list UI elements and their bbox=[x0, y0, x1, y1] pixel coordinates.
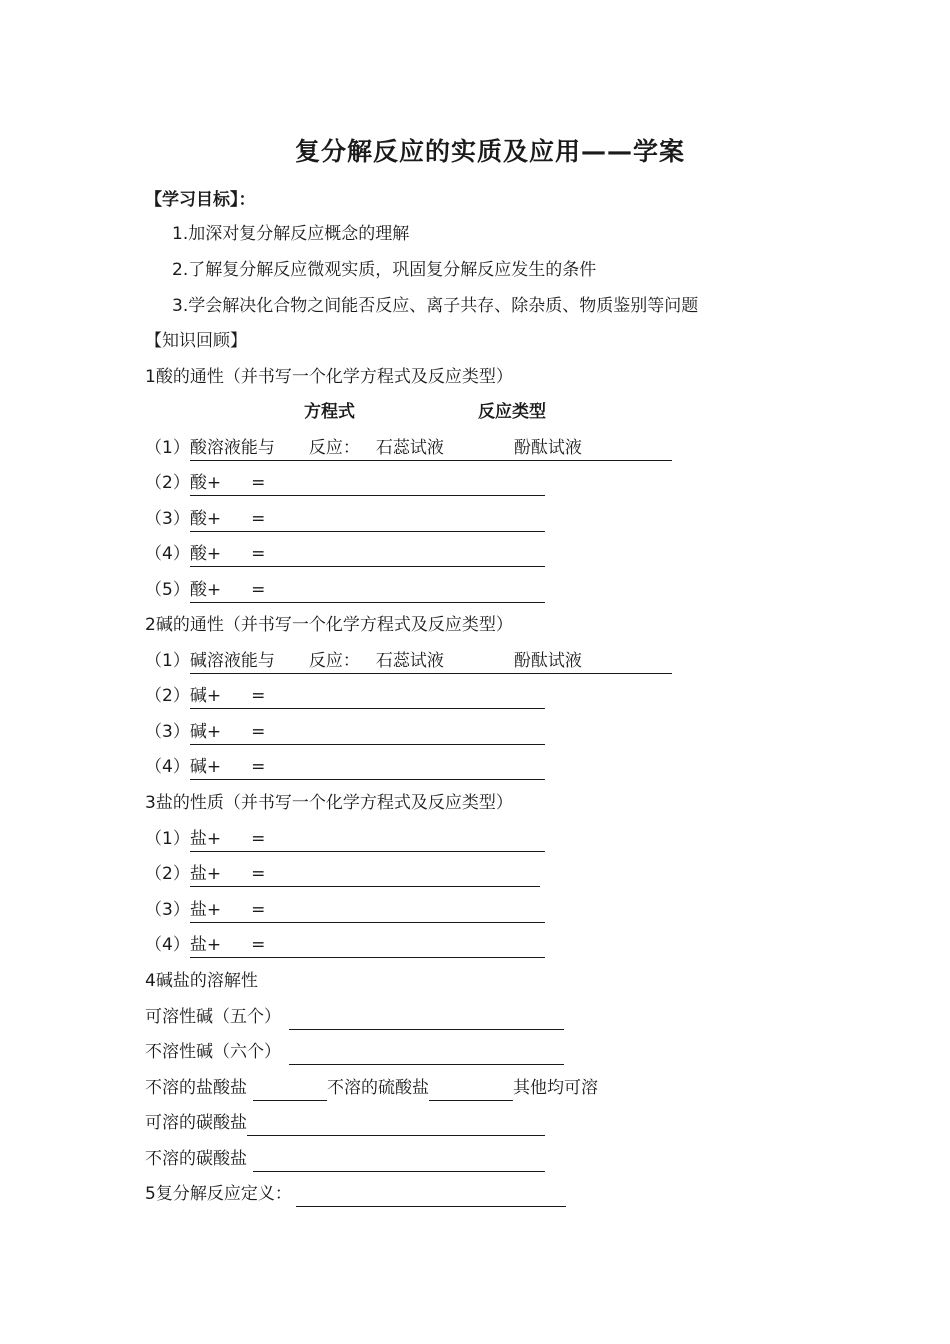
acid-item-1-blank[interactable]: 酸溶液能与 反应： 石蕊试液 酚酞试液 bbox=[190, 435, 672, 461]
insoluble-sulfate-blank[interactable] bbox=[429, 1075, 513, 1101]
definition-line: 5复分解反应定义： bbox=[145, 1181, 566, 1207]
page-title: 复分解反应的实质及应用——学案 bbox=[294, 137, 685, 166]
base-row-2: （2）碱+ = bbox=[145, 683, 545, 709]
base-row-2-blank[interactable]: 碱+ = bbox=[190, 683, 545, 709]
acid-row-2: （2）酸+ = bbox=[145, 470, 545, 496]
insoluble-carbonate-blank[interactable] bbox=[253, 1146, 545, 1172]
salt-row-4: （4）盐+ = bbox=[145, 932, 545, 958]
insoluble-base-line: 不溶性碱（六个） bbox=[145, 1039, 564, 1065]
soluble-carbonate-line: 可溶的碳酸盐 bbox=[145, 1110, 545, 1136]
salt-row-1-blank[interactable]: 盐+ = bbox=[190, 826, 545, 852]
insoluble-salts-line: 不溶的盐酸盐 不溶的硫酸盐 其他均可溶 bbox=[145, 1075, 598, 1101]
objectives-heading: 【学习目标】： bbox=[145, 190, 256, 210]
acid-heading: 1酸的通性（并书写一个化学方程式及反应类型） bbox=[145, 367, 513, 387]
column-type-heading: 反应类型 bbox=[478, 402, 546, 422]
solubility-heading: 4碱盐的溶解性 bbox=[145, 971, 258, 991]
definition-blank[interactable] bbox=[296, 1181, 566, 1207]
salt-row-4-blank[interactable]: 盐+ = bbox=[190, 932, 545, 958]
salt-row-2-blank[interactable]: 盐+ = bbox=[190, 861, 540, 887]
review-heading: 【知识回顾】 bbox=[145, 331, 247, 351]
acid-row-3: （3）酸+ = bbox=[145, 506, 545, 532]
soluble-carbonate-blank[interactable] bbox=[247, 1110, 545, 1136]
salt-heading: 3盐的性质（并书写一个化学方程式及反应类型） bbox=[145, 793, 513, 813]
objective-item-2: 2.了解复分解反应微观实质，巩固复分解反应发生的条件 bbox=[172, 260, 597, 280]
objective-item-1: 1.加深对复分解反应概念的理解 bbox=[172, 224, 410, 244]
acid-row-3-blank[interactable]: 酸+ = bbox=[190, 506, 545, 532]
soluble-base-blank[interactable] bbox=[289, 1004, 564, 1030]
item-number: （1） bbox=[145, 438, 190, 458]
base-row-3-blank[interactable]: 碱+ = bbox=[190, 719, 545, 745]
acid-item-1 bbox=[145, 435, 672, 461]
column-equation-heading: 方程式 bbox=[304, 402, 355, 422]
insoluble-base-blank[interactable] bbox=[289, 1039, 564, 1065]
acid-row-5: （5）酸+ = bbox=[145, 577, 545, 603]
base-row-4: （4）碱+ = bbox=[145, 754, 545, 780]
acid-row-4-blank[interactable]: 酸+ = bbox=[190, 541, 545, 567]
salt-row-3-blank[interactable]: 盐+ = bbox=[190, 897, 545, 923]
objective-item-3: 3.学会解决化合物之间能否反应、离子共存、除杂质、物质鉴别等问题 bbox=[172, 296, 699, 316]
base-item-1-blank[interactable]: 碱溶液能与 反应： 石蕊试液 酚酞试液 bbox=[190, 648, 672, 674]
soluble-base-line: 可溶性碱（五个） bbox=[145, 1004, 564, 1030]
acid-row-5-blank[interactable]: 酸+ = bbox=[190, 577, 545, 603]
insoluble-carbonate-line: 不溶的碳酸盐 bbox=[145, 1146, 545, 1172]
insoluble-chloride-blank[interactable] bbox=[253, 1075, 327, 1101]
base-item-1: （1）碱溶液能与 反应： 石蕊试液 酚酞试液 bbox=[145, 648, 672, 674]
salt-row-2: （2）盐+ = bbox=[145, 861, 540, 887]
base-row-4-blank[interactable]: 碱+ = bbox=[190, 754, 545, 780]
salt-row-3: （3）盐+ = bbox=[145, 897, 545, 923]
base-heading: 2碱的通性（并书写一个化学方程式及反应类型） bbox=[145, 615, 513, 635]
acid-row-2-blank[interactable]: 酸+ = bbox=[190, 470, 545, 496]
base-row-3: （3）碱+ = bbox=[145, 719, 545, 745]
salt-row-1: （1）盐+ = bbox=[145, 826, 545, 852]
acid-row-4: （4）酸+ = bbox=[145, 541, 545, 567]
